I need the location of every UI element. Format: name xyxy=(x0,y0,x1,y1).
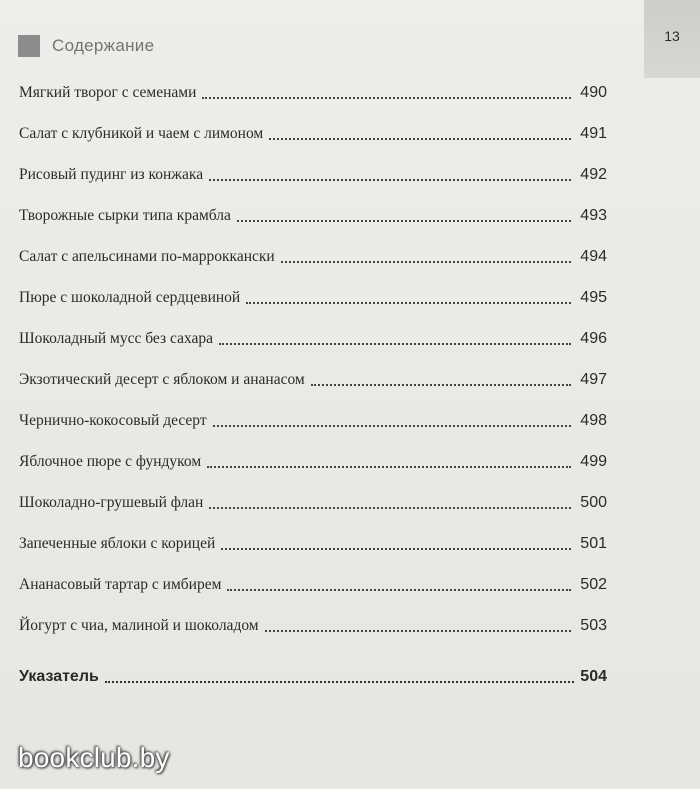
dot-leader xyxy=(207,465,571,468)
toc-entry[interactable] xyxy=(19,359,607,400)
toc-index-entry[interactable] xyxy=(19,664,607,690)
index-title: Указатель xyxy=(19,668,99,685)
toc-entry[interactable] xyxy=(19,482,607,523)
toc-entry-title: Экзотический десерт с яблоком и ананасом xyxy=(19,370,305,388)
toc-entry[interactable] xyxy=(19,154,607,195)
dot-leader xyxy=(213,424,571,427)
toc-entry-title: Шоколадно-грушевый флан xyxy=(19,493,204,511)
toc-entry[interactable] xyxy=(19,605,607,646)
toc-entry-page: 499 xyxy=(580,452,607,470)
toc-entry-page: 503 xyxy=(580,616,607,634)
toc-entry-page: 500 xyxy=(580,493,607,511)
toc-entry[interactable] xyxy=(19,72,607,113)
toc-entry[interactable] xyxy=(19,523,607,564)
toc-entry[interactable] xyxy=(19,277,607,318)
index-page-number: 504 xyxy=(580,668,607,685)
toc-entry-page: 490 xyxy=(580,83,607,101)
toc-entry[interactable] xyxy=(19,441,607,482)
toc-entry-page: 496 xyxy=(580,329,607,347)
toc-entry-title: Шоколадный мусс без сахара xyxy=(19,329,213,347)
toc-entry[interactable] xyxy=(19,318,607,359)
toc-entry-page: 494 xyxy=(580,247,607,265)
toc-entry-title: Салат с клубникой и чаем с лимоном xyxy=(19,124,264,142)
toc-entry-title: Чернично-кокосовый десерт xyxy=(19,411,207,429)
dot-leader xyxy=(265,629,571,632)
dot-leader xyxy=(269,137,571,140)
dot-leader xyxy=(219,342,571,345)
toc-entry-page: 501 xyxy=(580,534,607,552)
toc-entry-page: 492 xyxy=(580,165,607,183)
toc-entry-page: 495 xyxy=(580,288,607,306)
toc-entry[interactable] xyxy=(19,564,607,605)
toc-entry[interactable] xyxy=(19,113,607,154)
section-title: Содержание xyxy=(52,36,155,55)
toc-entry-page: 502 xyxy=(580,575,607,593)
dot-leader xyxy=(311,383,571,386)
toc-entry[interactable] xyxy=(19,236,607,277)
page-number-tab xyxy=(644,0,700,78)
dot-leader xyxy=(209,178,571,181)
toc-entry[interactable] xyxy=(19,195,607,236)
toc-entry-title: Пюре с шоколадной сердцевиной xyxy=(19,288,241,306)
toc-entry-page: 493 xyxy=(580,206,607,224)
dot-leader xyxy=(281,260,571,263)
toc-entry-page: 497 xyxy=(580,370,607,388)
toc-entry-title: Ананасовый тартар с имбирем xyxy=(19,575,222,593)
section-marker-square xyxy=(18,35,40,57)
toc-entry-page: 491 xyxy=(580,124,607,142)
toc-entry-page: 498 xyxy=(580,411,607,429)
page-number: 13 xyxy=(664,28,680,44)
toc-entry[interactable] xyxy=(19,400,607,441)
toc-entry-title: Творожные сырки типа крамбла xyxy=(19,206,231,224)
toc-entry-title: Запеченные яблоки с корицей xyxy=(19,534,216,552)
dot-leader xyxy=(202,96,571,99)
dot-leader xyxy=(227,588,571,591)
toc-entry-title: Мягкий творог с семенами xyxy=(19,83,197,101)
toc-entry-title: Йогурт с чиа, малиной и шоколадом xyxy=(19,616,259,634)
dot-leader xyxy=(105,681,574,683)
toc-entry-title: Салат с апельсинами по-марроккански xyxy=(19,247,275,265)
dot-leader xyxy=(237,219,571,222)
dot-leader xyxy=(221,547,571,550)
section-header xyxy=(18,34,154,58)
watermark-text: bookclub.by xyxy=(18,742,170,773)
toc-list xyxy=(19,72,607,646)
toc-entry-title: Рисовый пудинг из конжака xyxy=(19,165,204,183)
toc-entry-title: Яблочное пюре с фундуком xyxy=(19,452,202,470)
dot-leader xyxy=(246,301,571,304)
dot-leader xyxy=(209,506,571,509)
